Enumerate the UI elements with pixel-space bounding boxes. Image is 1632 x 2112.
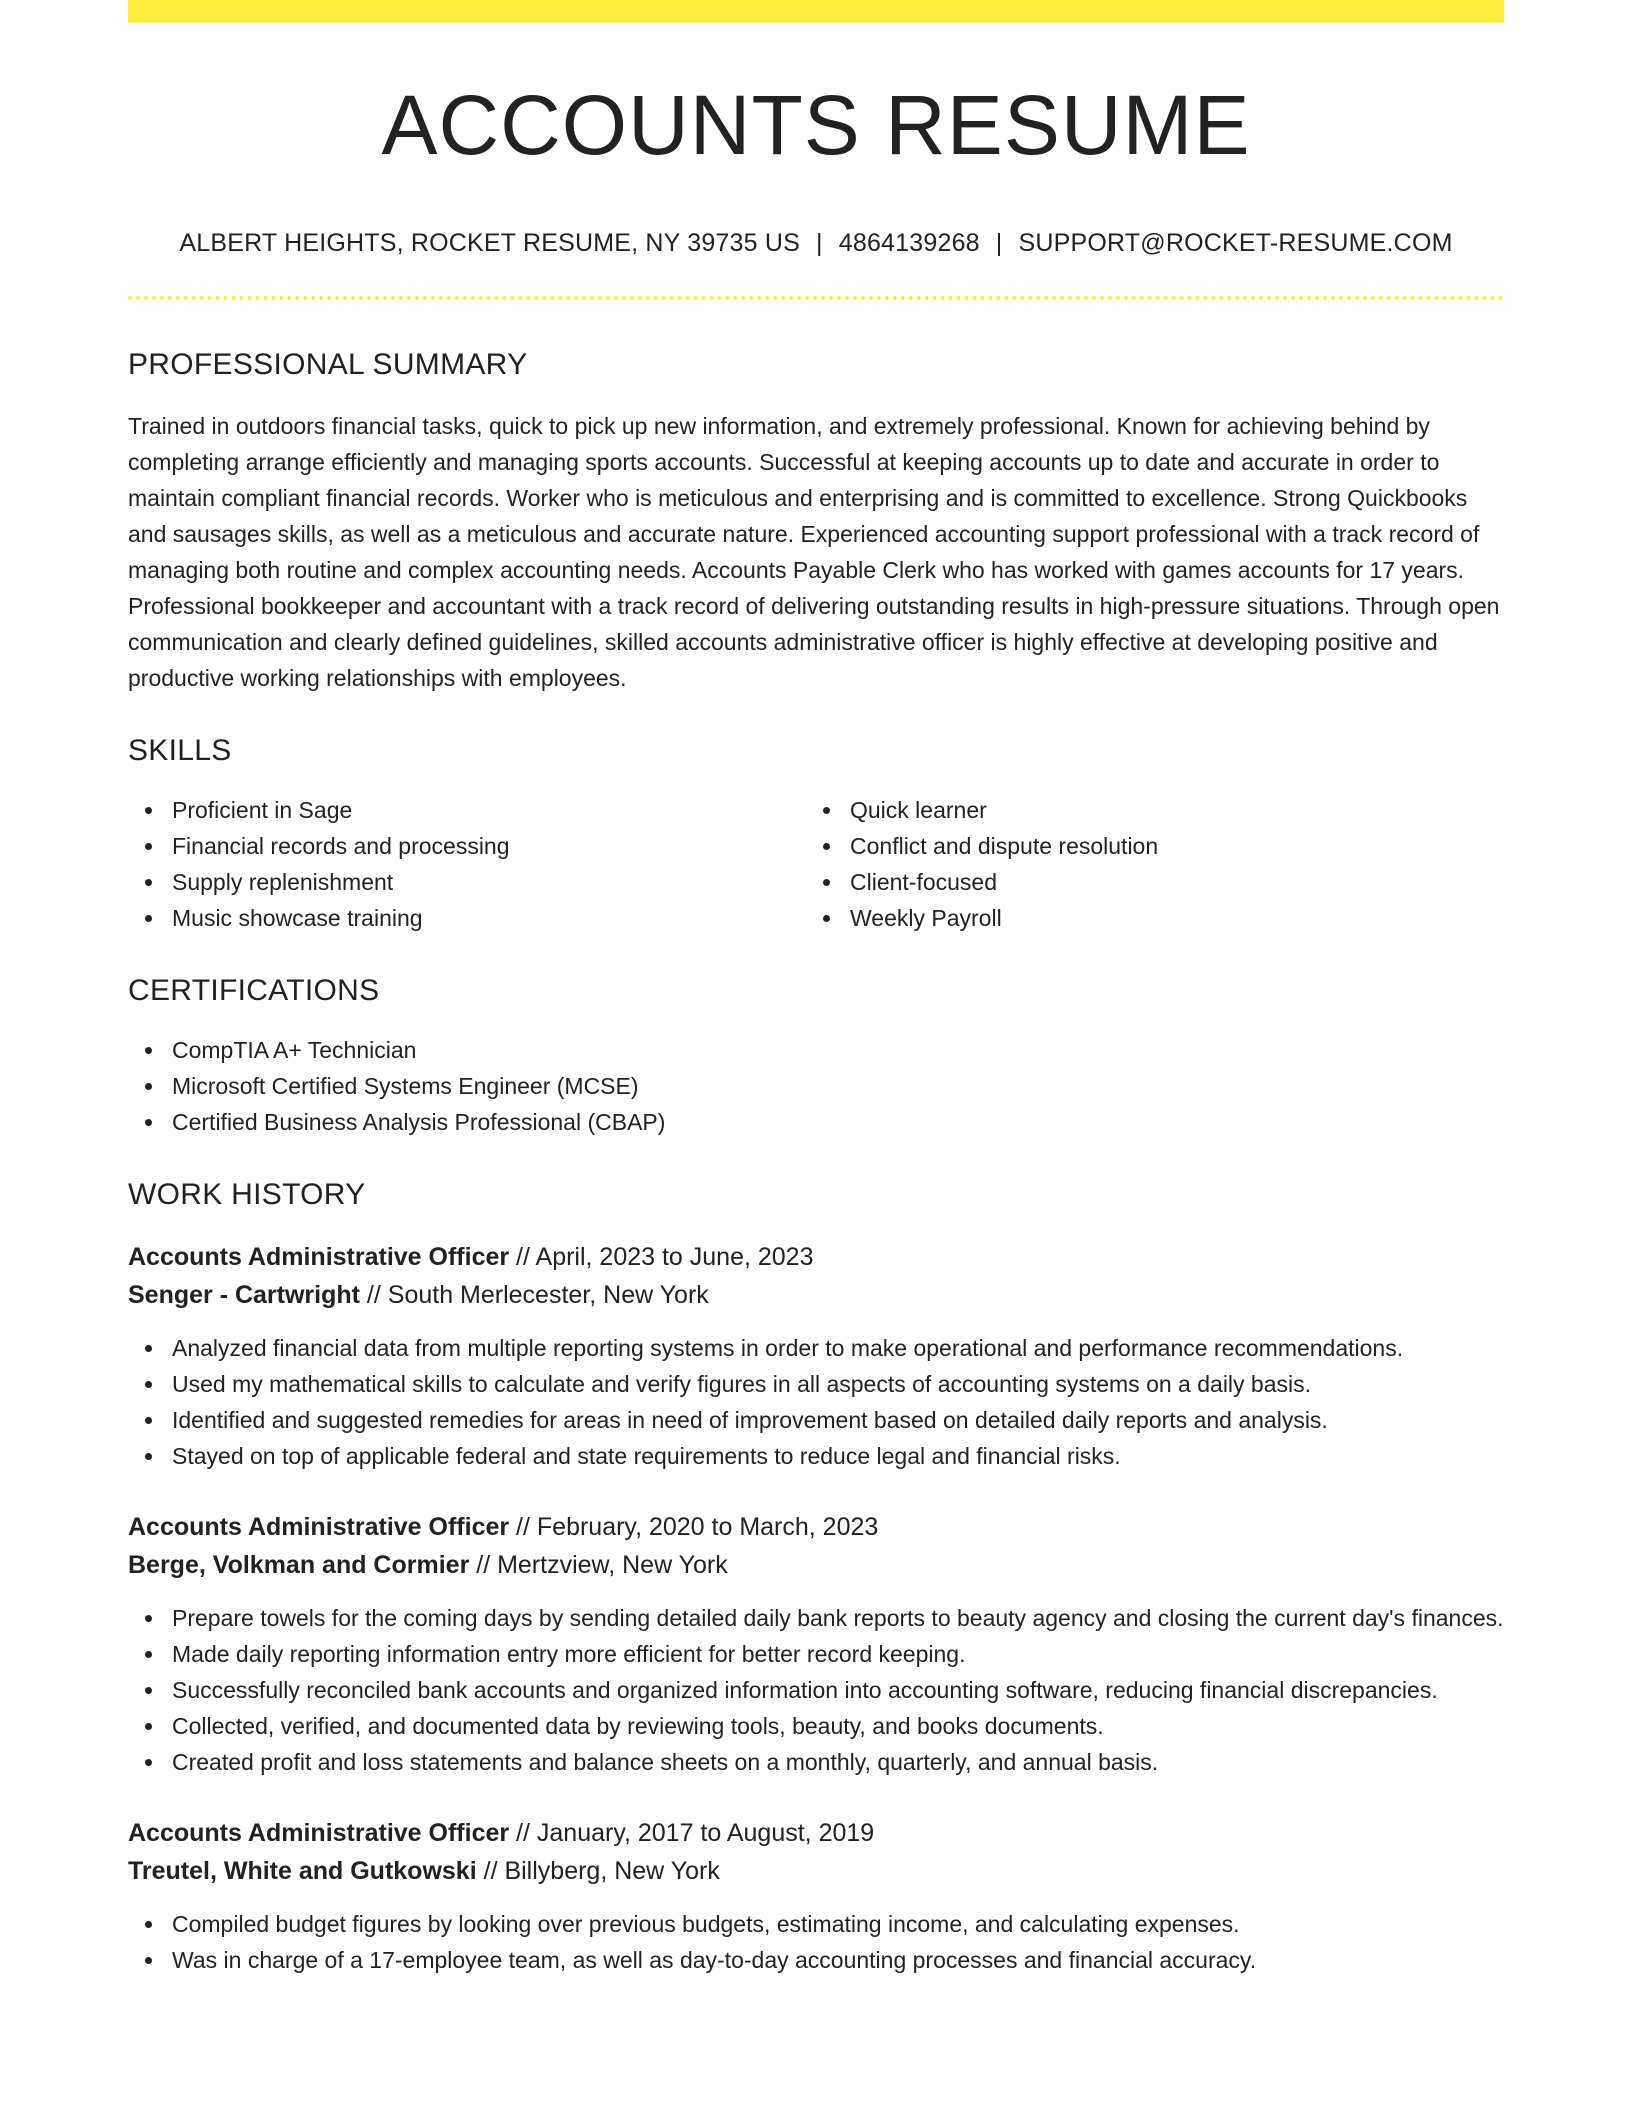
job-title-line — [128, 1508, 1504, 1546]
job-bullet: Made daily reporting information entry more efficient for better record keeping. — [128, 1636, 1504, 1672]
skills-heading: SKILLS — [128, 734, 232, 767]
job-bullet: Identified and suggested remedies for areas in need of improvement based on detailed daily reports and analysis. — [128, 1402, 1504, 1438]
job-bullet: Created profit and loss statements and balance sheets on a monthly, quarterly, and annual basis. — [128, 1744, 1504, 1780]
contact-separator: | — [995, 229, 1003, 257]
skills-left-column — [128, 792, 806, 936]
job-location: // South Merlecester, New York — [359, 1281, 709, 1309]
job-bullet: Was in charge of a 17-employee team, as well as day-to-day accounting processes and financial accuracy. — [128, 1942, 1504, 1978]
job-bullets — [128, 1600, 1504, 1780]
contact-email: SUPPORT@ROCKET-RESUME.COM — [1018, 229, 1453, 257]
skill-item: Weekly Payroll — [806, 900, 1484, 936]
certifications-list — [128, 1032, 1504, 1140]
contact-separator: | — [816, 229, 823, 257]
resume-page — [128, 0, 1504, 1978]
job-bullet: Used my mathematical skills to calculate and verify figures in all aspects of accounting systems on a daily basis. — [128, 1366, 1504, 1402]
job-dates: // April, 2023 to June, 2023 — [509, 1243, 814, 1271]
job-bullets — [128, 1906, 1504, 1978]
job-dates: // January, 2017 to August, 2019 — [509, 1819, 875, 1847]
contact-address: ALBERT HEIGHTS, ROCKET RESUME, NY 39735 US — [179, 229, 801, 257]
summary-text: Trained in outdoors financial tasks, quick to pick up new information, and extremely professional. Known for achieving behind by completing arrange efficiently and managing sports accounts. Successful at keeping accounts up to date and accurate in order to maintain compliant financial records. Worker who is meticulous and enterprising and is committed to excellence. Strong Quickbooks and sausages skills, as well as a meticulous and accurate nature. Experienced accounting support professional with a track record of managing both routine and complex accounting needs. Accounts Payable Clerk who has worked with games accounts for 17 years. Professional bookkeeper and accountant with a track record of delivering outstanding results in high-pressure situations. Through open communication and clearly defined guidelines, skilled accounts administrative officer is highly effective at developing positive and productive working relationships with employees. — [128, 413, 1500, 691]
job-entry — [128, 1238, 1504, 1474]
skills-right-column — [806, 792, 1484, 936]
certifications-heading: CERTIFICATIONS — [128, 974, 380, 1007]
job-bullet: Successfully reconciled bank accounts and organized information into accounting software, reducing financial discrepancies. — [128, 1672, 1504, 1708]
job-bullet: Stayed on top of applicable federal and state requirements to reduce legal and financial risks. — [128, 1438, 1504, 1474]
summary-heading: PROFESSIONAL SUMMARY — [128, 348, 528, 381]
work-history-heading: WORK HISTORY — [128, 1178, 366, 1211]
job-bullets — [128, 1330, 1504, 1474]
job-entry — [128, 1508, 1504, 1780]
job-company: Senger - Cartwright — [128, 1281, 360, 1309]
skill-item: Conflict and dispute resolution — [806, 828, 1484, 864]
skill-item: Proficient in Sage — [128, 792, 806, 828]
job-title: Accounts Administrative Officer — [128, 1513, 510, 1541]
skill-item: Supply replenishment — [128, 864, 806, 900]
job-company-line — [128, 1546, 1504, 1584]
skill-item: Music showcase training — [128, 900, 806, 936]
job-company: Treutel, White and Gutkowski — [128, 1857, 477, 1885]
certification-item: CompTIA A+ Technician — [128, 1032, 1504, 1068]
job-bullet: Prepare towels for the coming days by sending detailed daily bank reports to beauty agency and closing the current day's finances. — [128, 1600, 1504, 1636]
job-entry — [128, 1814, 1504, 1978]
job-title: Accounts Administrative Officer — [128, 1819, 510, 1847]
job-company-line — [128, 1852, 1504, 1890]
job-bullet: Analyzed financial data from multiple reporting systems in order to make operational and performance recommendations. — [128, 1330, 1504, 1366]
job-location: // Billyberg, New York — [476, 1857, 720, 1885]
skill-item: Client-focused — [806, 864, 1484, 900]
job-title-line — [128, 1238, 1504, 1276]
job-bullet: Collected, verified, and documented data by reviewing tools, beauty, and books documents. — [128, 1708, 1504, 1744]
job-dates: // February, 2020 to March, 2023 — [509, 1513, 879, 1541]
job-company-line — [128, 1276, 1504, 1314]
job-location: // Mertzview, New York — [469, 1551, 728, 1579]
job-company: Berge, Volkman and Cormier — [128, 1551, 470, 1579]
contact-phone: 4864139268 — [838, 229, 980, 257]
job-bullet: Compiled budget figures by looking over previous budgets, estimating income, and calculating expenses. — [128, 1906, 1504, 1942]
certification-item: Microsoft Certified Systems Engineer (MCSE) — [128, 1068, 1504, 1104]
job-title-line — [128, 1814, 1504, 1852]
skill-item: Financial records and processing — [128, 828, 806, 864]
contact-line — [128, 229, 1504, 258]
page-title: ACCOUNTS RESUME — [381, 78, 1251, 172]
accent-bar — [128, 0, 1504, 23]
certification-item: Certified Business Analysis Professional (CBAP) — [128, 1104, 1504, 1140]
dotted-divider — [128, 296, 1504, 300]
skills-grid — [128, 792, 1504, 936]
job-title: Accounts Administrative Officer — [128, 1243, 510, 1271]
skill-item: Quick learner — [806, 792, 1484, 828]
